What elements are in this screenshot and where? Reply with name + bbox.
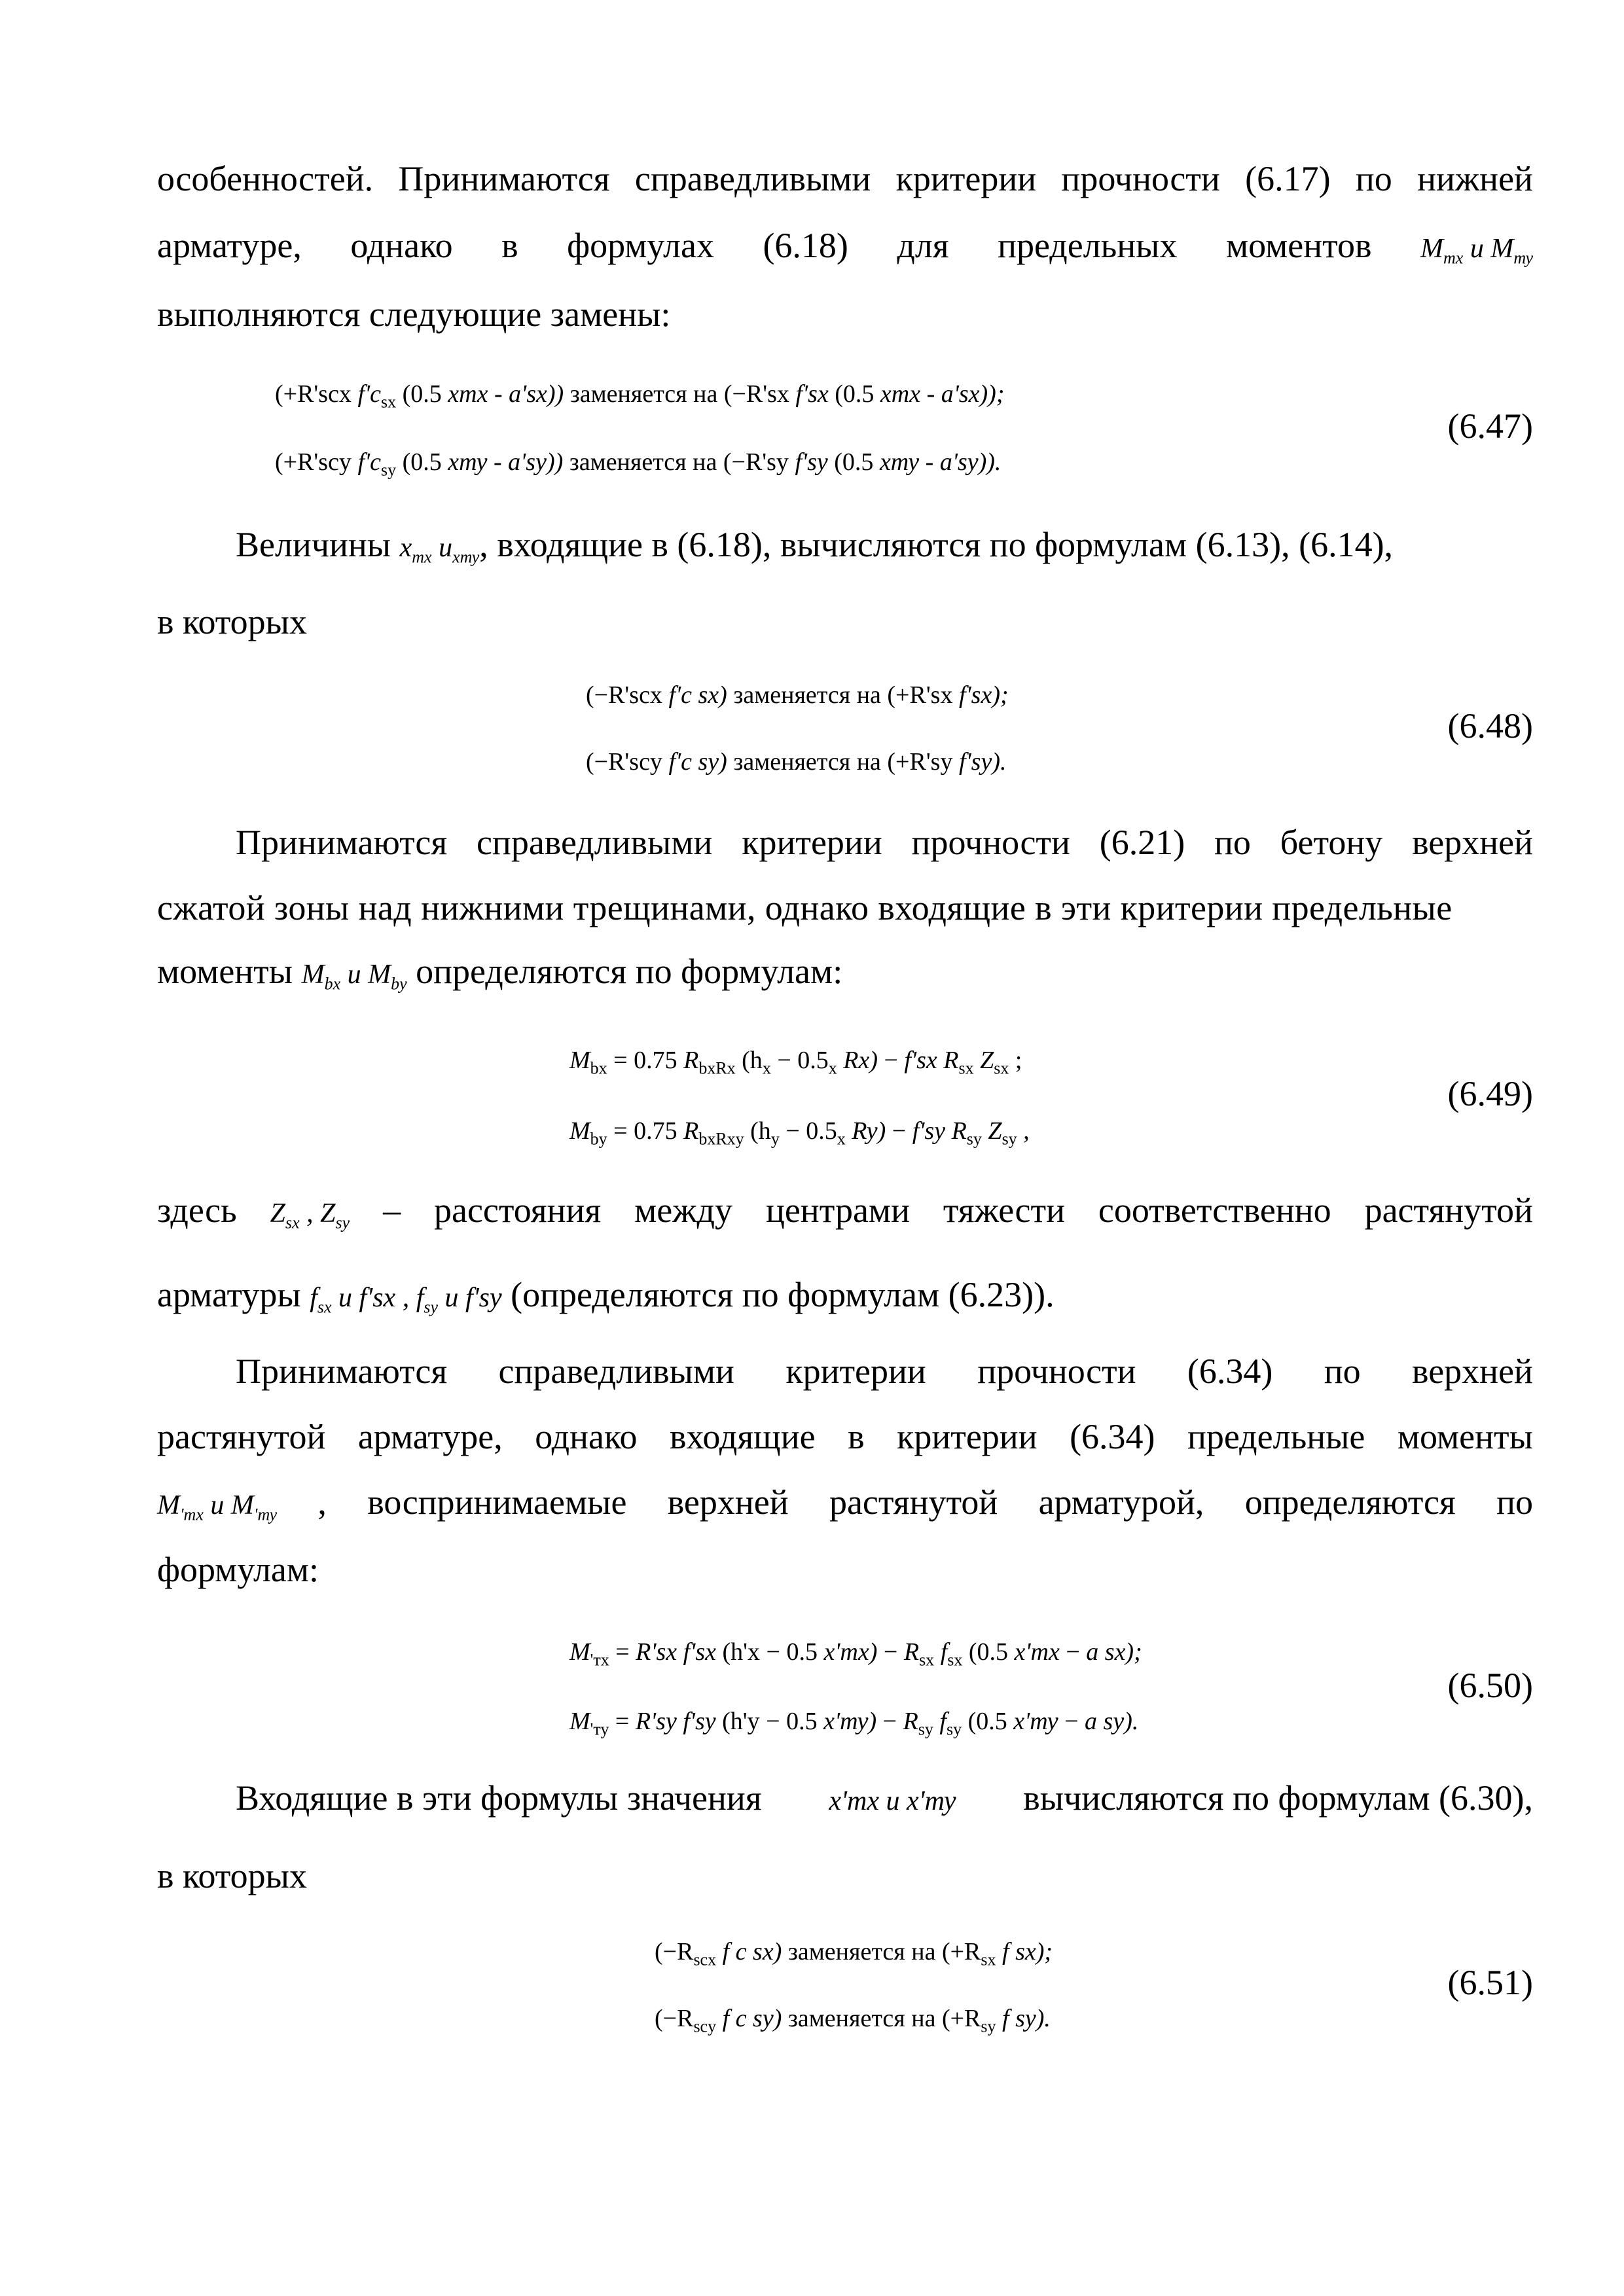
word: особенностей. (157, 159, 374, 198)
word: критерии (895, 159, 1037, 198)
word: верхней (1412, 1352, 1533, 1391)
word: (6.18) (763, 226, 848, 265)
text-run: Входящие в эти формулы значения (236, 1778, 762, 1818)
math-M-tx-My: $M_{тх}$ и $M_{ту}$ (1420, 234, 1533, 268)
eq650-row1: $M_{'тх} = R'sx$ f'sx (h'x − 0.5 $x'тх) - R_{sx}$ $f_{sx}$ (0.5 x'тх − a sx); (569, 1638, 1142, 1670)
word: Принимаются (236, 1352, 448, 1391)
eq651-row1: ($-R_{scx}$ f c sx) заменяется на ($+R_{sx}$ f sx); (655, 1938, 1053, 1969)
word: Принимаются (398, 159, 610, 198)
word: предельных (998, 226, 1178, 265)
word: критерии (742, 823, 882, 862)
para6-line2: в которых (157, 1856, 307, 1895)
word: однако (535, 1417, 638, 1456)
word: (6.17) (1245, 159, 1331, 198)
word: прочности (977, 1352, 1136, 1391)
eq648-row2: (−R'scy f'c sy) заменяется на (+R'sy f'sy). (586, 748, 1007, 776)
eq647-number: (6.47) (1447, 406, 1533, 446)
para3-line3 (157, 950, 842, 994)
word: по (1324, 1352, 1361, 1391)
word: прочности (911, 823, 1070, 862)
word: в (848, 1417, 865, 1456)
word: арматурой, (1038, 1482, 1204, 1522)
word: критерии (785, 1352, 926, 1391)
para3-line2 (157, 888, 1533, 928)
para4-line1 (157, 1190, 1533, 1232)
word: расстояния (433, 1191, 602, 1230)
math-Mprime-tx-ty: $M_{'тх}$ и $M_{'ту}$ (157, 1490, 278, 1524)
para5-line2 (157, 1416, 1533, 1457)
word: определяются (1244, 1482, 1456, 1522)
word: растянутой (157, 1417, 326, 1456)
word: предельные (1187, 1417, 1365, 1456)
eq650-number: (6.50) (1447, 1666, 1533, 1705)
word: арматуре, (157, 226, 302, 265)
eq651-row2: ($-R_{scy}$ f c sy) заменяется на ($+R_{sy}$ f sy). (655, 2005, 1051, 2036)
word: , (317, 1482, 327, 1522)
word: нижней (1417, 159, 1533, 198)
eq648-number: (6.48) (1447, 706, 1533, 745)
word: соответственно (1098, 1191, 1331, 1230)
eq651-number: (6.51) (1447, 1963, 1533, 2002)
eq650-row2: $M_{'ту} = R'sy$ f'sy (h'y − 0.5 $x'ту) - R_{sy}$ $f_{sy}$ (0.5 x'ту − a sy). (569, 1708, 1139, 1739)
word: (6.21) (1099, 823, 1185, 862)
word: прочности (1061, 159, 1220, 198)
word: здесь (157, 1191, 237, 1230)
math-xprime-tx-ty: x'тх и x'ту (829, 1786, 956, 1816)
para5-line3 (157, 1482, 1533, 1524)
word: моменты (1397, 1417, 1533, 1456)
eq648-row1: (−R'scx f'c sx) заменяется на (+R'sx f'sx); (586, 681, 1009, 709)
eq649-number: (6.49) (1447, 1074, 1533, 1113)
text-run: вычисляются по формулам (6.30), (1023, 1778, 1533, 1818)
para1-line3: выполняются следующие замены: (157, 295, 671, 334)
word: входящие (669, 1417, 816, 1456)
eq649-row1: $M_{bx} = 0.75$ $R_{bxRx}$ ($h_x - 0.5_x$ Rx) − f'sx $R_{sx}$ $Z_{sx}$ ; (569, 1047, 1022, 1078)
word: бетону (1280, 823, 1383, 862)
math-M-bx-by: $M_{bx}$ и $M_{by}$ (301, 960, 407, 994)
word: – (383, 1191, 401, 1230)
text-run: сжатой зоны над нижними трещинами, однако входящие в эти критерии предельные (157, 888, 1453, 927)
para6-line1 (236, 1778, 1533, 1818)
math-fsx-fsy: $f_{sx}$ и f'sx , $f_{sy}$ и f'sy (310, 1283, 502, 1317)
word: (6.34) (1070, 1417, 1155, 1456)
para2-line1 (236, 524, 1393, 567)
word: справедливыми (498, 1352, 734, 1391)
word: по (1496, 1482, 1533, 1522)
word: центрами (765, 1191, 910, 1230)
para3-line1 (236, 822, 1533, 863)
word: моментов (1225, 226, 1372, 265)
text-run: , входящие в (6.18), вычисляются по формулам (6.13), (6.14), (479, 525, 1394, 564)
word: в (501, 226, 518, 265)
math-x-tx-ty: $x_{тх}$ $и_{xту}$ (399, 533, 480, 567)
text-run: (определяются по формулам (6.23)). (511, 1275, 1055, 1314)
word: справедливыми (476, 823, 713, 862)
word: формулах (567, 226, 714, 265)
word: растянутой (829, 1482, 998, 1522)
word: для (897, 226, 949, 265)
para5-line1 (236, 1351, 1533, 1391)
para4-line2 (157, 1274, 1055, 1318)
word: Принимаются (236, 823, 448, 862)
text-run: определяются по формулам: (416, 952, 843, 991)
word: (6.34) (1187, 1352, 1273, 1391)
eq647-row1: (+R'scx $f'c_{sx}$ (0.5 xтх - a'sx)) заменяется на (−R'sx f'sx (0.5 xтх - a'sx)); (275, 380, 1005, 412)
para1-line1 (157, 158, 1533, 199)
word: воспринимаемые (367, 1482, 627, 1522)
math-Zsx-Zsy: $Z_{sx}$ , $Z_{sy}$ (270, 1198, 350, 1232)
word: растянутой (1364, 1191, 1533, 1230)
word: верхней (667, 1482, 789, 1522)
word: критерии (897, 1417, 1038, 1456)
word: моменты (157, 952, 293, 991)
word: между (634, 1191, 733, 1230)
word: арматуре, (357, 1417, 503, 1456)
eq649-row2: $M_{by} = 0.75$ $R_{bxRxy}$ ($h_y - 0.5_x$ Ry) − f'sy $R_{sy}$ $Z_{sy}$ , (569, 1117, 1030, 1149)
para2-line2: в которых (157, 602, 307, 641)
word: Величины (236, 525, 391, 564)
word: справедливыми (634, 159, 871, 198)
para5-line4: формулам: (157, 1550, 319, 1589)
word: арматуры (157, 1275, 301, 1314)
word: по (1355, 159, 1392, 198)
word: тяжести (943, 1191, 1065, 1230)
word: по (1214, 823, 1251, 862)
word: верхней (1412, 823, 1533, 862)
para1-line2 (157, 225, 1533, 268)
eq647-row2: (+R'scy $f'c_{sy}$ (0.5 xту - a'sy)) заменяется на (−R'sy f'sy (0.5 xту - a'sy)). (275, 448, 1001, 480)
word: однако (350, 226, 453, 265)
